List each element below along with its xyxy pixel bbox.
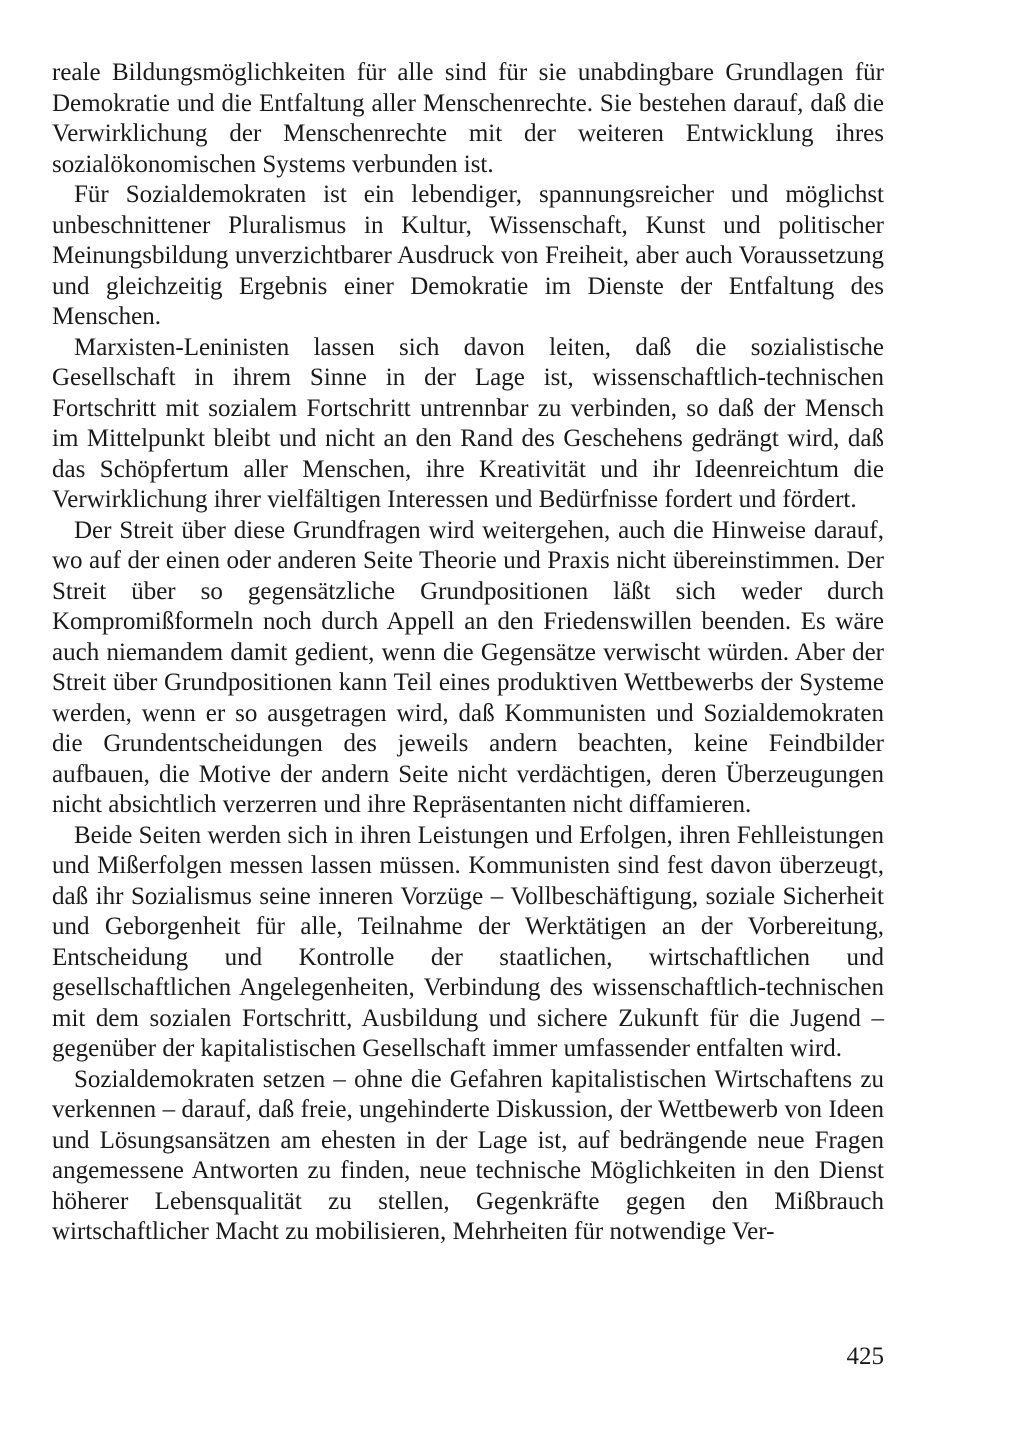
- page-body: [52, 58, 884, 1248]
- paragraph-2: Für Sozialdemokraten ist ein lebendiger, spannungsreicher und möglichst unbeschnittener Pluralismus in Kultur, Wissenschaft, Kunst und politischer Meinungsbildung unverzichtbarer Ausdruck von Freiheit, aber auch Voraussetzung und gleichzeitig Ergebnis einer Demokratie im Dienste der Entfaltung des Menschen.: [52, 181, 884, 330]
- page-number: 425: [846, 1343, 884, 1370]
- paragraph-3: Marxisten-Leninisten lassen sich davon leiten, daß die sozialistische Gesellschaft in ihrem Sinne in der Lage ist, wissenschaftlich-technischen Fortschritt mit sozialem Fortschritt untrennbar zu verbinden, so daß der Mensch im Mittelpunkt bleibt und nicht an den Rand des Geschehens gedrängt wird, daß das Schöpfertum aller Menschen, ihre Kreativität und ihr Ideenreichtum die Verwirklichung ihrer vielfältigen Interessen und Bedürfnisse fordert und fördert.: [52, 333, 884, 513]
- paragraph-4: Der Streit über diese Grundfragen wird weitergehen, auch die Hinweise darauf, wo auf der einen oder anderen Seite Theorie und Praxis nicht übereinstimmen. Der Streit über so gegensätzliche Grundpositionen läßt sich weder durch Kompromißformeln noch durch Appell an den Friedenswillen beenden. Es wäre auch niemandem damit gedient, wenn die Gegensätze verwischt würden. Aber der Streit über Grundpositionen kann Teil eines produktiven Wettbewerbs der Systeme werden, wenn er so ausgetragen wird, daß Kommunisten und Sozialdemokraten die Grundentscheidungen des jeweils andern beachten, keine Feindbilder aufbauen, die Motive der andern Seite nicht verdächtigen, deren Überzeugungen nicht absichtlich verzerren und ihre Repräsentanten nicht diffamieren.: [52, 516, 884, 818]
- paragraph-1: reale Bildungsmöglichkeiten für alle sind für sie unabdingbare Grundlagen für Demokratie und die Entfaltung aller Menschenrechte. Sie bestehen darauf, daß die Verwirklichung der Menschenrechte mit der weiteren Entwicklung ihres sozialökonomischen Systems verbunden ist.: [52, 59, 884, 178]
- paragraph-6: Sozialdemokraten setzen – ohne die Gefahren kapitalistischen Wirtschaftens zu verkennen – darauf, daß freie, ungehinderte Diskussion, der Wettbewerb von Ideen und Lösungsansätzen am ehesten in der Lage ist, auf bedrängende neue Fragen angemessene Antworten zu finden, neue technische Möglichkeiten in den Dienst höherer Lebensqualität zu stellen, Gegenkräfte gegen den Mißbrauch wirtschaftlicher Macht zu mobilisieren, Mehrheiten für notwendige Ver-: [52, 1065, 884, 1245]
- paragraph-5: Beide Seiten werden sich in ihren Leistungen und Erfolgen, ihren Fehlleistungen und Mißerfolgen messen lassen müssen. Kommunisten sind fest davon überzeugt, daß ihr Sozialismus seine inneren Vorzüge – Vollbeschäftigung, soziale Sicherheit und Geborgenheit für alle, Teilnahme der Werktätigen an der Vorbereitung, Entscheidung und Kontrolle der staatlichen, wirtschaftlichen und gesellschaftlichen Angelegenheiten, Verbindung des wissenschaftlich-technischen mit dem sozialen Fortschritt, Ausbildung und sichere Zukunft für die Jugend – gegenüber der kapitalistischen Gesellschaft immer umfassender entfalten wird.: [52, 821, 884, 1062]
